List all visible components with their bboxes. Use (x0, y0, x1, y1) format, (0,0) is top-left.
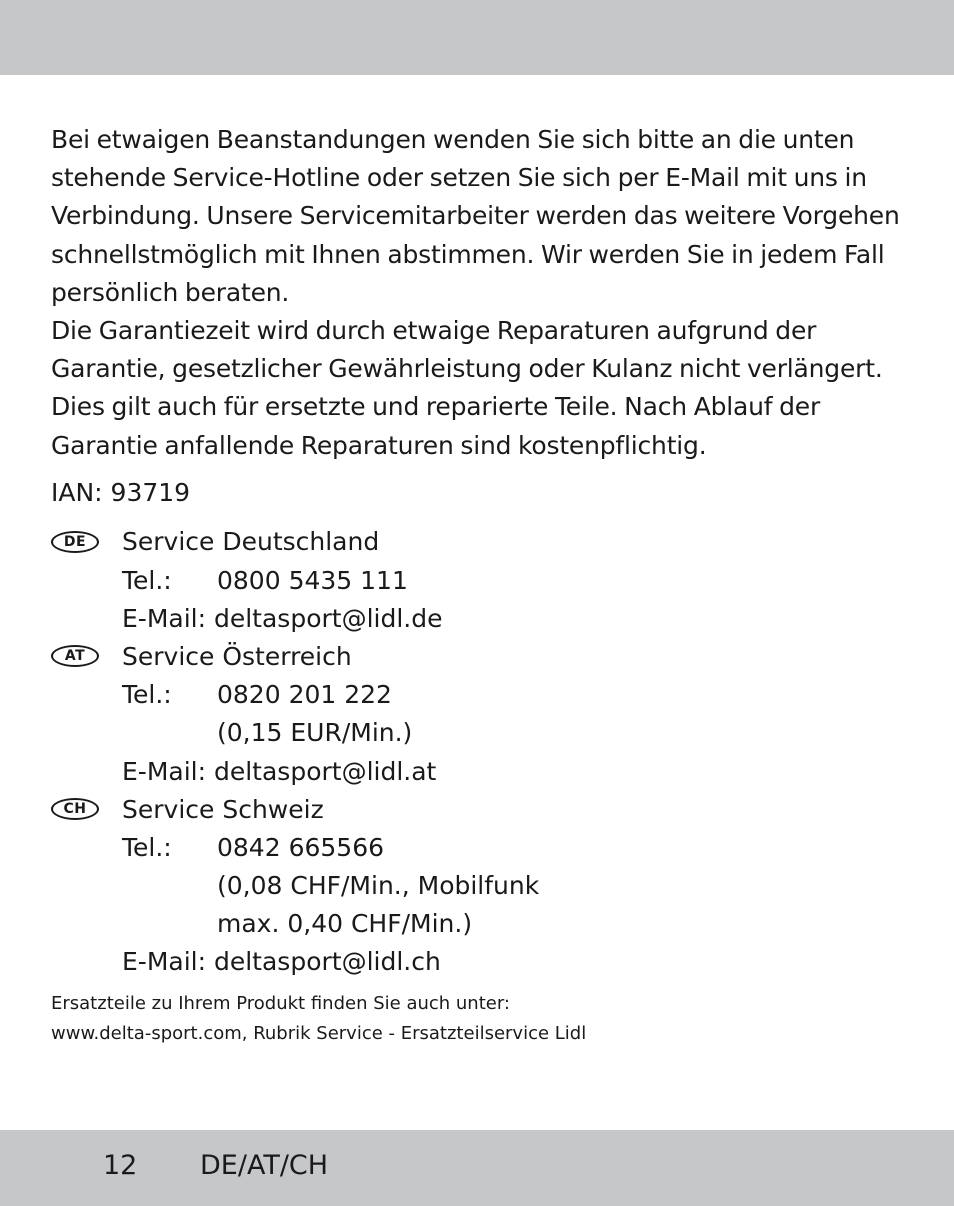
paragraph-line: Garantie anfallende Reparaturen sind kostenpflichtig. (51, 430, 707, 460)
service-ch-tel-note-row (51, 867, 931, 905)
country-badge-de-icon: DE (51, 531, 99, 553)
service-ch-email: deltasport@lidl.ch (213, 947, 441, 977)
service-at-title-row (51, 637, 931, 675)
tel-label: Tel.: (122, 680, 172, 710)
country-badge-at-icon: AT (51, 645, 99, 667)
page-number: 12 (103, 1150, 138, 1181)
service-de-title-row (51, 523, 931, 561)
page-footer (103, 1150, 328, 1181)
tel-label: Tel.: (122, 565, 172, 595)
email-label: E-Mail: (122, 947, 207, 977)
header-band (0, 0, 954, 75)
service-ch-email-row (51, 943, 931, 981)
page-content (51, 121, 931, 1049)
paragraph-line: Dies gilt auch für ersetzte und reparierte Teile. Nach Ablauf der (51, 392, 821, 422)
service-de-email: deltasport@lidl.de (213, 603, 443, 633)
service-at-phone: 0820 201 222 (217, 680, 392, 710)
service-ch-title: Service Schweiz (122, 794, 324, 824)
paragraph-line: persönlich beraten. (51, 277, 290, 307)
paragraph-line: schnellstmöglich mit Ihnen abstimmen. Wir werden Sie in jedem Fall (51, 239, 885, 269)
tel-label: Tel.: (122, 832, 172, 862)
country-codes: DE/AT/CH (200, 1150, 329, 1181)
paragraph-line: Verbindung. Unsere Servicemitarbeiter werden das weitere Vorgehen (51, 201, 900, 231)
ian-number: IAN: 93719 (51, 477, 191, 507)
paragraph-line: stehende Service-Hotline oder setzen Sie sich per E-Mail mit uns in (51, 163, 867, 193)
spare-parts-line: www.delta-sport.com, Rubrik Service - Ersatzteilservice Lidl (51, 1023, 587, 1045)
country-badge-ch-icon: CH (51, 798, 99, 820)
warranty-paragraph (51, 121, 931, 465)
service-ch-tel-row (51, 828, 931, 866)
service-ch-rate: (0,08 CHF/Min., Mobilfunk (217, 871, 540, 901)
service-de-title: Service Deutschland (122, 527, 380, 557)
paragraph-line: Garantie, gesetzlicher Gewährleistung oder Kulanz nicht verlängert. (51, 354, 883, 384)
email-label: E-Mail: (122, 603, 207, 633)
service-de-tel-row (51, 561, 931, 599)
spare-parts-line: Ersatzteile zu Ihrem Produkt finden Sie auch unter: (51, 993, 510, 1015)
email-label: E-Mail: (122, 756, 207, 786)
spare-parts-note (51, 989, 931, 1049)
service-ch-title-row (51, 790, 931, 828)
service-de-email-row (51, 599, 931, 637)
service-at-email: deltasport@lidl.at (213, 756, 437, 786)
service-at-tel-row (51, 676, 931, 714)
service-de-phone: 0800 5435 111 (217, 565, 408, 595)
service-at-title: Service Österreich (122, 641, 352, 671)
service-at-rate: (0,15 EUR/Min.) (217, 718, 413, 748)
service-ch-phone: 0842 665566 (217, 832, 385, 862)
service-ch-rate-mobile: max. 0,40 CHF/Min.) (217, 909, 473, 939)
service-contacts (51, 523, 931, 981)
paragraph-line: Die Garantiezeit wird durch etwaige Reparaturen aufgrund der (51, 316, 817, 346)
service-at-email-row (51, 752, 931, 790)
service-ch-tel-note-row-2 (51, 905, 931, 943)
paragraph-line: Bei etwaigen Beanstandungen wenden Sie sich bitte an die unten (51, 125, 855, 154)
service-at-tel-note-row (51, 714, 931, 752)
